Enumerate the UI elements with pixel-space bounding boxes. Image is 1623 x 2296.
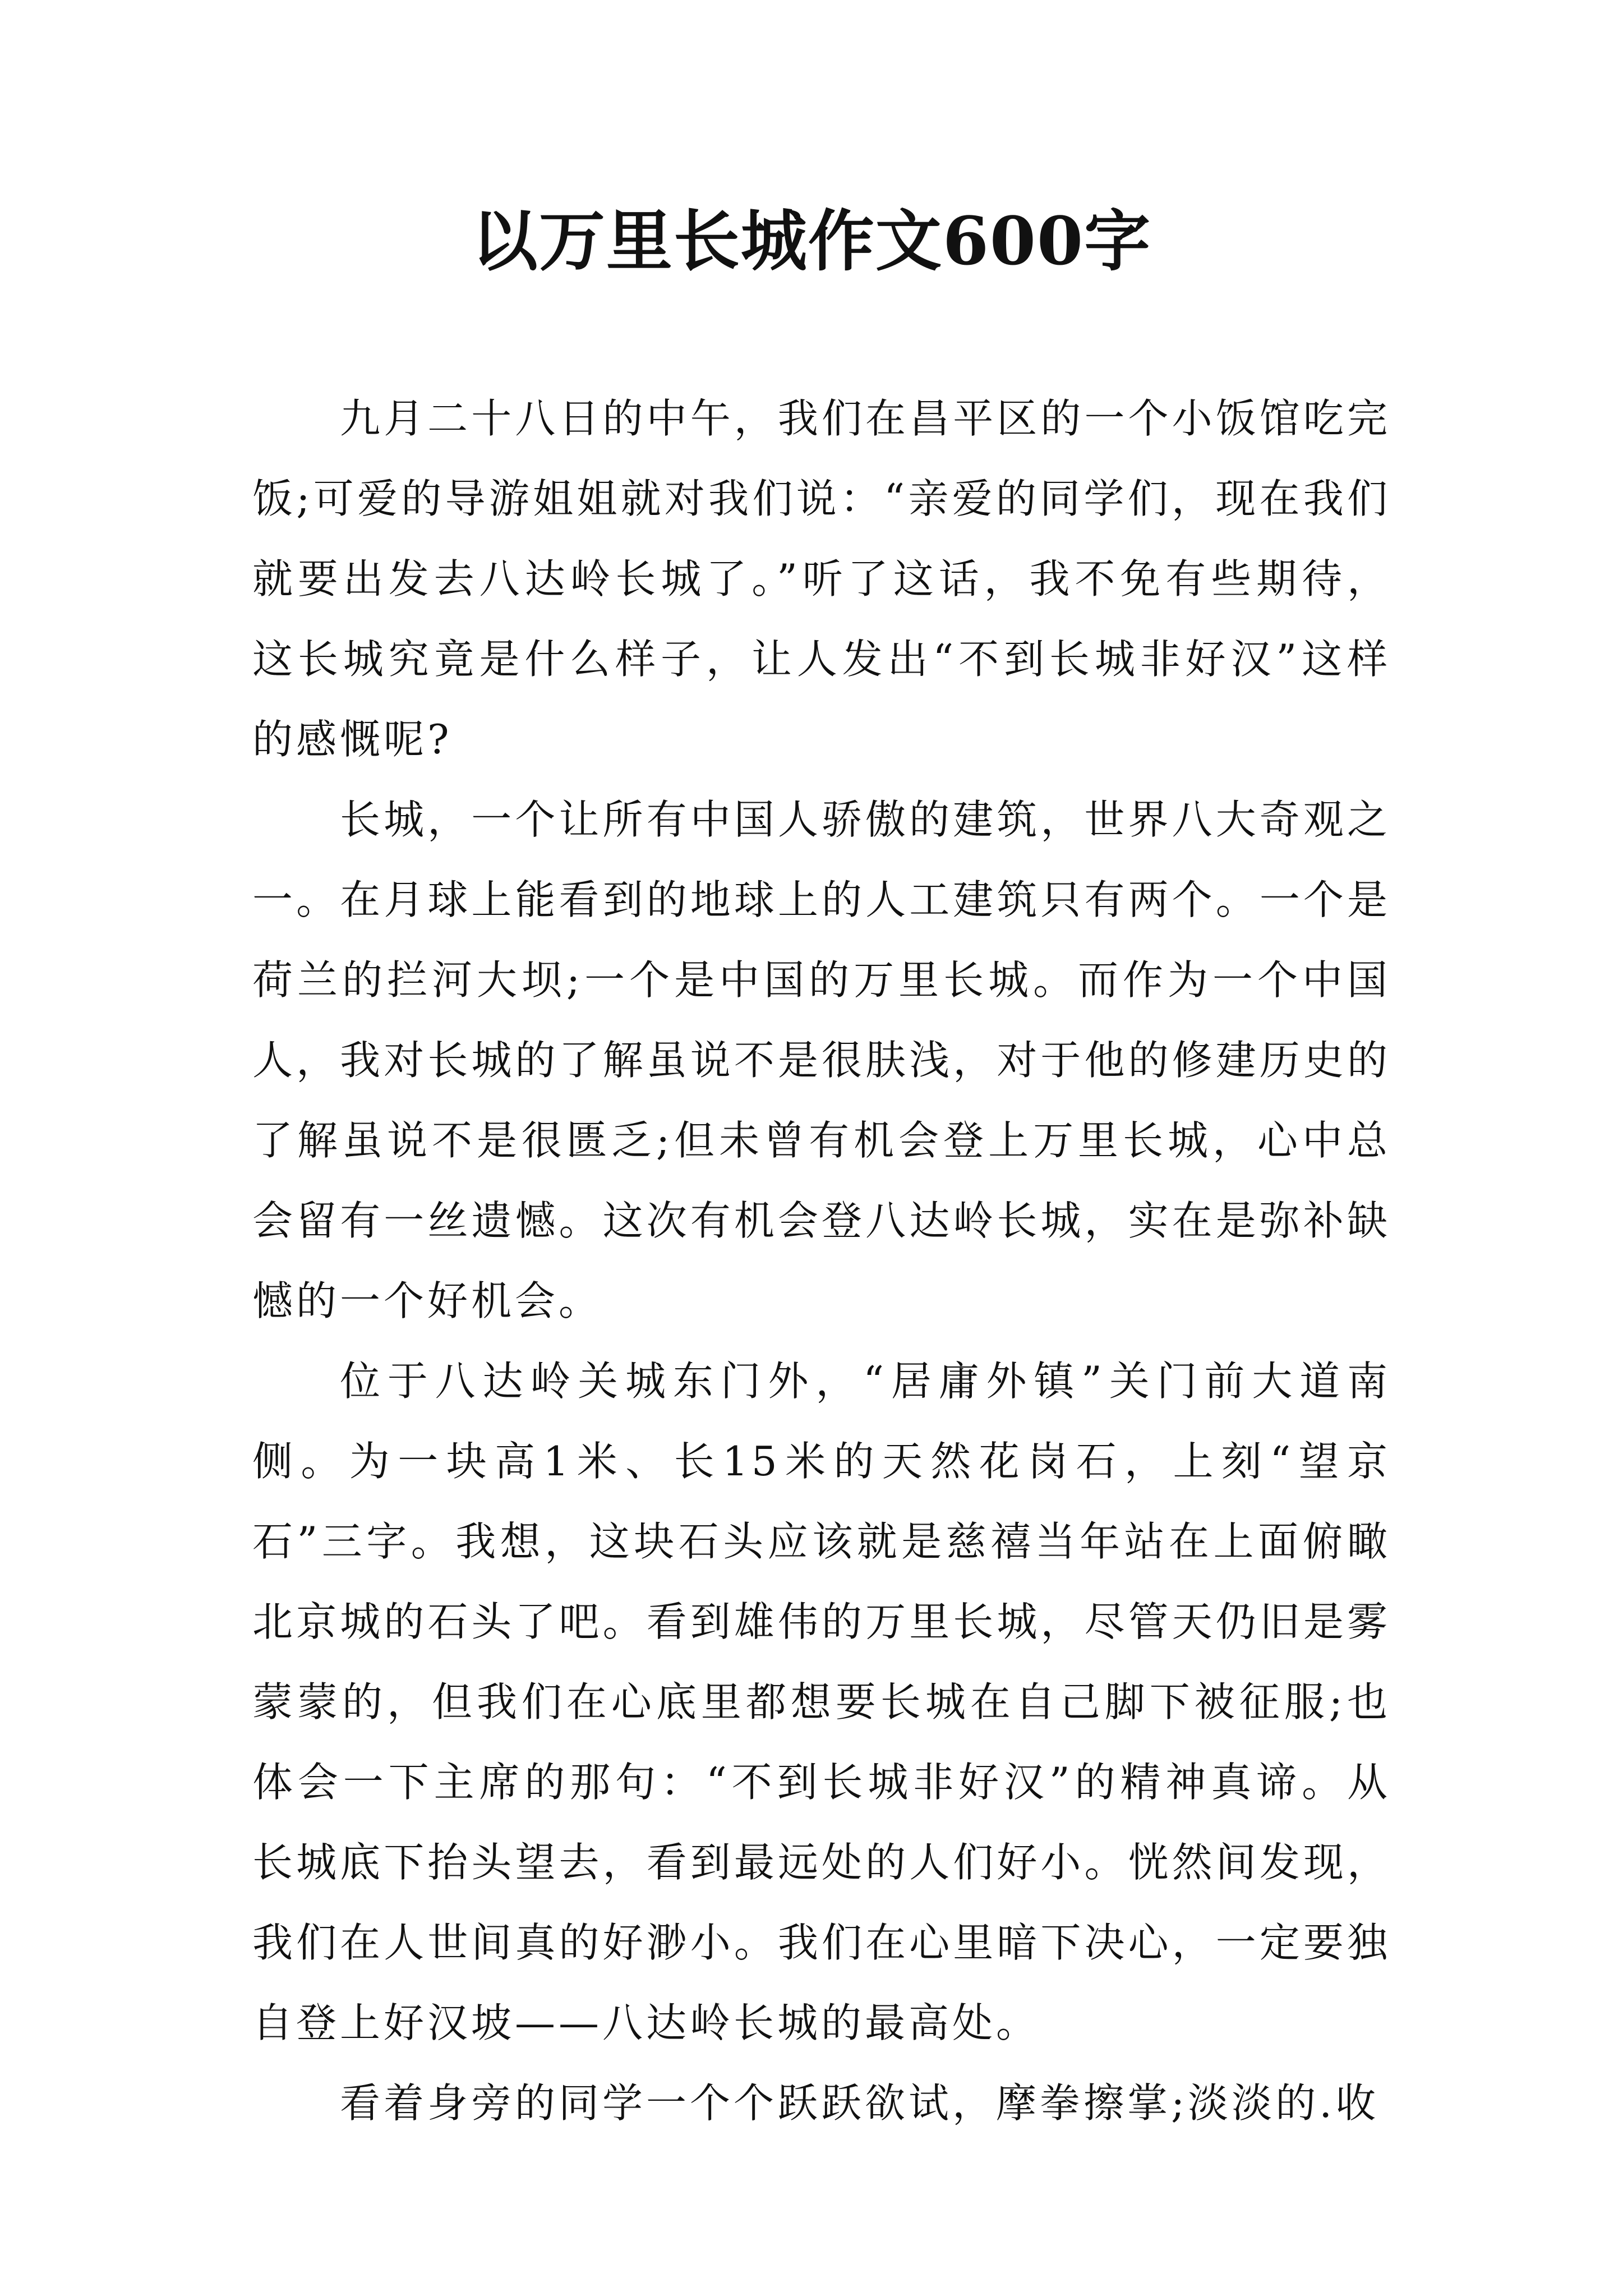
document-body [252,379,1391,2143]
paragraph: 长城，一个让所有中国人骄傲的建筑，世界八大奇观之一。在月球上能看到的地球上的人工建筑只有两个。一个是荷兰的拦河大坝;一个是中国的万里长城。而作为一个中国人，我对长城的了解虽说不是很肤浅，对于他的修建历史的了解虽说不是很匮乏;但未曾有机会登上万里长城，心中总会留有一丝遗憾。这次有机会登八达岭长城，实在是弥补缺憾的一个好机会。 [252,796,1391,1324]
paragraph: 位于八达岭关城东门外，“居庸外镇”关门前大道南侧。为一块高1米、长15米的天然花岗石，上刻“望京石”三字。我想，这块石头应该就是慈禧当年站在上面俯瞰北京城的石头了吧。看到雄伟的万里长城，尽管天仍旧是雾蒙蒙的，但我们在心底里都想要长城在自己脚下被征服;也体会一下主席的那句：“不到长城非好汉”的精神真谛。从长城底下抬头望去，看到最远处的人们好小。恍然间发现，我们在人世间真的好渺小。我们在心里暗下决心，一定要独自登上好汉坡——八达岭长城的最高处。 [252,1358,1391,2046]
paragraph: 看着身旁的同学一个个跃跃欲试，摩拳擦掌;淡淡的.收 [340,2079,1380,2127]
document-title: 以万里长城作文600字 [471,202,1152,280]
paragraph: 九月二十八日的中午，我们在昌平区的一个小饭馆吃完饭;可爱的导游姐姐就对我们说：“亲爱的同学们，现在我们就要出发去八达岭长城了。”听了这话，我不免有些期待，这长城究竟是什么样子，让人发出“不到长城非好汉”这样的感慨呢? [252,395,1391,763]
